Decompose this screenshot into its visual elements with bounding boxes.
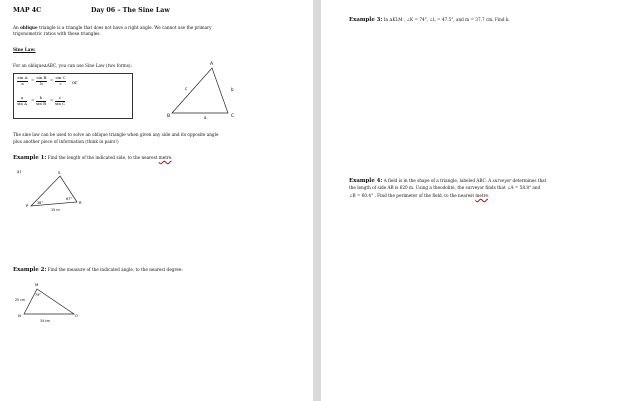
vertex-r-label: R bbox=[79, 200, 82, 205]
formula-1-fraction-b: $\frac{\text{sin B}}{b}$ bbox=[36, 75, 47, 86]
formula-2-fraction-c: $\frac{c}{\text{sin C}}$ bbox=[55, 95, 66, 106]
vertex-m-label: M bbox=[35, 282, 39, 287]
equals-sign: = bbox=[50, 98, 54, 103]
example-4-line-1: Example 4: A field is in the shape of a triangle, labeled ABC. A surveyor determines that bbox=[349, 178, 547, 184]
page-gutter bbox=[313, 0, 321, 401]
example-1-part-a: a) bbox=[17, 169, 22, 174]
document-page-2 bbox=[321, 0, 640, 401]
angle-r-label: 67° bbox=[66, 197, 73, 201]
example-3-heading: Example 3: In ∆KLM , ∠K = 74°, ∠L = 47.5°, and m = 37.7 cm. Find k. bbox=[349, 17, 510, 23]
usage-line-2: plus another piece of information (think in pairs!) bbox=[13, 139, 119, 144]
angle-m-label: 79° bbox=[35, 293, 41, 297]
formula-2-fraction-a: $\frac{a}{\text{sin A}}$ bbox=[17, 95, 28, 106]
side-mn-label: 25 cm bbox=[15, 298, 25, 302]
equals-sign: = bbox=[31, 78, 35, 83]
side-c-label: c bbox=[185, 86, 188, 91]
document-page-1 bbox=[0, 0, 313, 401]
vertex-c-label: C bbox=[231, 114, 235, 119]
lesson-title: Day 06 – The Sine Law bbox=[91, 7, 170, 14]
example-1-diagram bbox=[0, 0, 313, 401]
example-2-diagram bbox=[0, 0, 313, 401]
formula-1-fraction-c: $\frac{\text{sin C}}{c}$ bbox=[55, 75, 66, 86]
sine-law-lead: For an oblique∆ABC, you can use Sine Law (two forms): bbox=[13, 63, 132, 68]
example-4-line-3: ∠B = 60.4° . Find the perimeter of the field, to the nearest metre. bbox=[349, 193, 490, 198]
vertex-o-label: O bbox=[75, 313, 78, 318]
usage-line-1: The sine law can be used to solve an oblique triangle when given any side and its opposite angle bbox=[13, 132, 219, 137]
course-code: MAP 4C bbox=[13, 7, 42, 14]
vertex-a-label: A bbox=[210, 62, 214, 67]
intro-line-1: An oblique triangle is a triangle that does not have a right angle. We cannot use the primary bbox=[13, 25, 212, 30]
side-b-label: b bbox=[231, 87, 234, 92]
vertex-s-label: S bbox=[58, 170, 61, 175]
intro-line-2: trigonometric ratios with these triangles. bbox=[13, 31, 101, 36]
side-a-label: a bbox=[204, 115, 207, 120]
or-label: or bbox=[72, 80, 78, 86]
triangle-abc-shape bbox=[172, 68, 228, 113]
triangle-prs-shape bbox=[31, 176, 77, 206]
formula-2-fraction-b: $\frac{b}{\text{sin B}}$ bbox=[36, 95, 47, 106]
vertex-n-label: N bbox=[18, 313, 21, 318]
formula-1-fraction-a: $\frac{\text{sin A}}{a}$ bbox=[17, 75, 28, 86]
triangle-mno-shape bbox=[24, 289, 74, 314]
equals-sign: = bbox=[31, 98, 35, 103]
example-4-line-2: the length of side AB is 620 m. Using a theodolite, the surveyor finds that ∠A = 58.8° and bbox=[349, 185, 541, 190]
side-pr-label: 15 m bbox=[51, 208, 60, 212]
sine-law-formula-box bbox=[13, 73, 133, 119]
vertex-p-label: P bbox=[26, 203, 29, 208]
equals-sign: = bbox=[50, 78, 54, 83]
example-1-heading: Example 1: Find the length of the indicated side, to the nearest metre. bbox=[13, 155, 173, 161]
sine-law-heading: Sine Law: bbox=[13, 47, 36, 52]
vertex-b-label: B bbox=[167, 114, 171, 119]
side-no-label: 34 cm bbox=[40, 319, 50, 323]
angle-p-label: 38° bbox=[37, 201, 44, 205]
triangle-abc-diagram bbox=[0, 0, 313, 401]
example-2-heading: Example 2: Find the measure of the indicated angle, to the nearest degree: bbox=[13, 267, 183, 273]
